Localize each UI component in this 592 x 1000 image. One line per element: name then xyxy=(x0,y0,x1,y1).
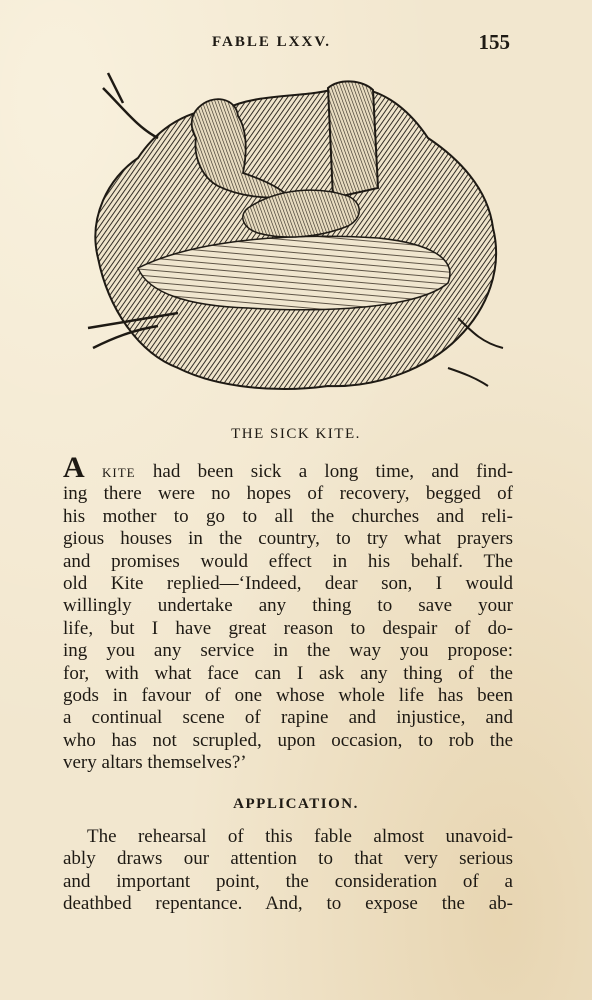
fable-title: THE SICK KITE. xyxy=(231,426,361,442)
text-line: The rehearsal of this fable almost unavoid- xyxy=(87,826,513,847)
text-line: ably draws our attention to that very serious xyxy=(63,848,513,870)
application-text xyxy=(63,826,513,916)
opening-word: kite xyxy=(101,461,136,482)
application-heading: APPLICATION. xyxy=(233,796,359,812)
text-line: for, with what face can I ask any thing of the xyxy=(63,662,513,684)
text-line: old Kite replied—‘Indeed, dear son, I would xyxy=(63,572,513,594)
woodcut-kite-nest-illustration xyxy=(78,68,508,398)
text-line: his mother to go to all the churches and reli- xyxy=(63,505,513,527)
text-line: deathbed repentance. And, to expose the ab- xyxy=(63,893,513,915)
text-line: a continual scene of rapine and injustice, and xyxy=(63,707,513,729)
page-number: 155 xyxy=(478,30,510,54)
trunk-shape xyxy=(328,81,378,198)
text-line: willingly undertake any thing to save your xyxy=(63,595,513,617)
text-line: gods in favour of one whose whole life has been xyxy=(63,684,513,706)
fable-text xyxy=(63,451,513,774)
text-line: ing there were no hopes of recovery, begged of xyxy=(63,483,513,505)
running-head xyxy=(60,30,520,54)
text-line: gious houses in the country, to try what prayers xyxy=(63,528,513,550)
text-line xyxy=(63,451,513,484)
text-line: life, but I have great reason to despair of do- xyxy=(63,617,513,639)
text-line: who has not scrupled, upon occasion, to rob the xyxy=(63,729,513,751)
text-line: and promises would effect in his behalf. The xyxy=(63,550,513,572)
text-line: ing you any service in the way you propose: xyxy=(63,640,513,662)
running-title: FABLE LXXV. xyxy=(212,34,331,50)
drop-cap: A xyxy=(63,451,85,484)
text-line: and important point, the consideration of a xyxy=(63,870,513,892)
line-text: had been sick a long time, and find- xyxy=(135,461,513,482)
text-line: very altars themselves?’ xyxy=(63,752,247,774)
